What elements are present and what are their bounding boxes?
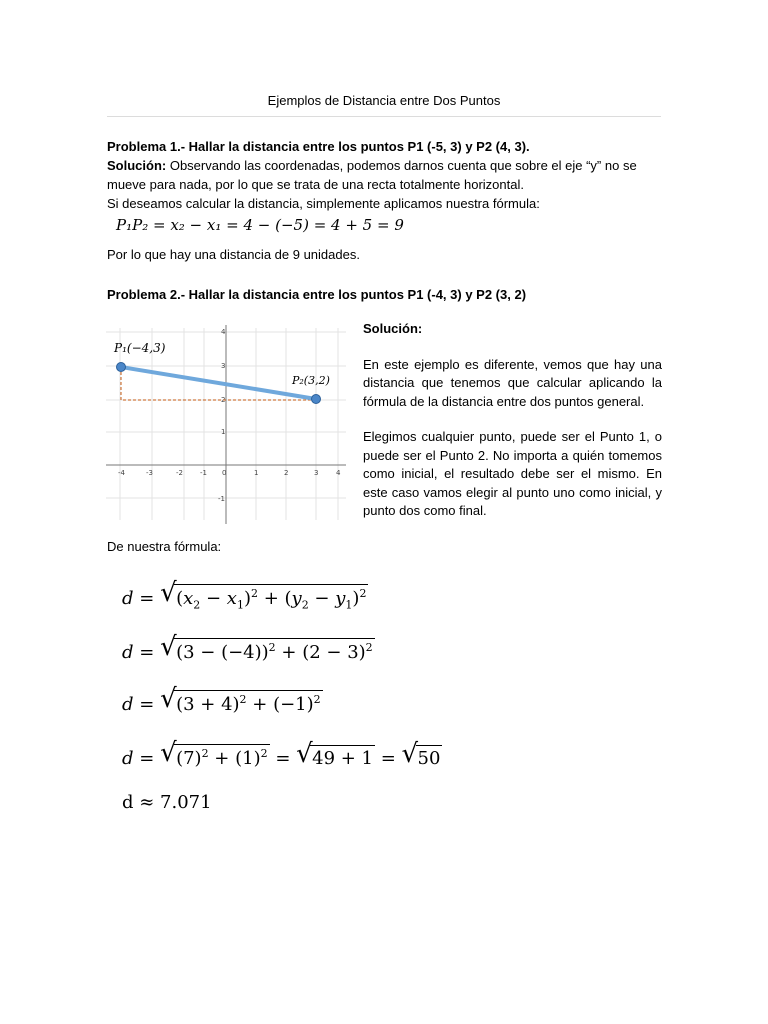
problem2-heading: Problema 2.- Hallar la distancia entre los puntos P1 (-4, 3) y P2 (3, 2) xyxy=(107,287,527,302)
problem2-solution xyxy=(363,320,662,538)
y-tick-label: -1 xyxy=(218,495,225,503)
p2-label: P₂(3,2) xyxy=(292,374,330,387)
problem2-solution-p2: Elegimos cualquier punto, puede ser el Punto 1, o puede ser el Punto 2. No importa a quién tomemos como inicial, el resultado debe ser el mismo. En este caso vamos elegir al punto uno como inicial, y punto dos como final. xyxy=(363,429,662,518)
x-tick-label: -3 xyxy=(146,469,153,477)
point-p2 xyxy=(312,395,321,404)
problem1-line2: Si deseamos calcular la distancia, simplemente aplicamos nuestra fórmula: xyxy=(107,196,540,211)
y-tick-label: 1 xyxy=(221,428,226,436)
problem2-solution-label: Solución: xyxy=(363,321,423,336)
formula-line-4: d = √ $(7)^2 + (1)^2$ = √ 49 + 1 = √ 50 xyxy=(122,738,441,769)
y-tick-label: 4 xyxy=(221,328,226,336)
segment-p1-p2 xyxy=(121,367,316,399)
problem1-solution-text: Observando las coordenadas, podemos darnos cuenta que sobre el eje “y” no se mueve para nada, por lo que se trata de una recta totalmente horizontal. xyxy=(107,158,637,192)
problem1-solution xyxy=(107,156,667,194)
from-formula-label: De nuestra fórmula: xyxy=(107,539,222,554)
title-divider xyxy=(107,116,661,117)
x-tick-label: 4 xyxy=(336,469,341,477)
problem1-result: Por lo que hay una distancia de 9 unidades. xyxy=(107,247,360,262)
x-tick-label: 0 xyxy=(222,469,227,477)
x-tick-label: 3 xyxy=(314,469,319,477)
formula-line-1: d = √ $(x_2 - x_1)^2 + (y_2 - y_1)^2$ xyxy=(122,578,367,612)
problem1-heading: Problema 1.- Hallar la distancia entre los puntos P1 (-5, 3) y P2 (4, 3). xyxy=(107,139,530,154)
formula-line-3: d = √ $(3 + 4)^2 + (-1)^2$ xyxy=(122,684,321,715)
problem1-solution-label: Solución: xyxy=(107,158,167,173)
formula-line-2: d = √ $(3 - (-4))^2 + (2 - 3)^2$ xyxy=(122,632,373,663)
x-tick-label: -2 xyxy=(176,469,183,477)
y-tick-label: 3 xyxy=(221,362,226,370)
x-tick-label: -4 xyxy=(118,469,125,477)
p1-label: P₁(−4,3) xyxy=(114,341,166,355)
problem2-solution-p1: En este ejemplo es diferente, vemos que hay una distancia que tenemos que calcular aplicando la fórmula de la distancia entre dos puntos general. xyxy=(363,356,662,409)
point-p1 xyxy=(117,363,126,372)
formula-line-5: d ≈ 7.071 xyxy=(122,792,212,813)
problem1-formula: P₁P₂ = x₂ − x₁ = 4 − (−5) = 4 + 5 = 9 xyxy=(116,216,404,234)
coordinate-graph xyxy=(106,320,346,526)
x-tick-label: -1 xyxy=(200,469,207,477)
x-tick-label: 1 xyxy=(254,469,259,477)
y-tick-label: 2 xyxy=(221,396,226,404)
page-title: Ejemplos de Distancia entre Dos Puntos xyxy=(267,93,501,108)
x-tick-label: 2 xyxy=(284,469,289,477)
